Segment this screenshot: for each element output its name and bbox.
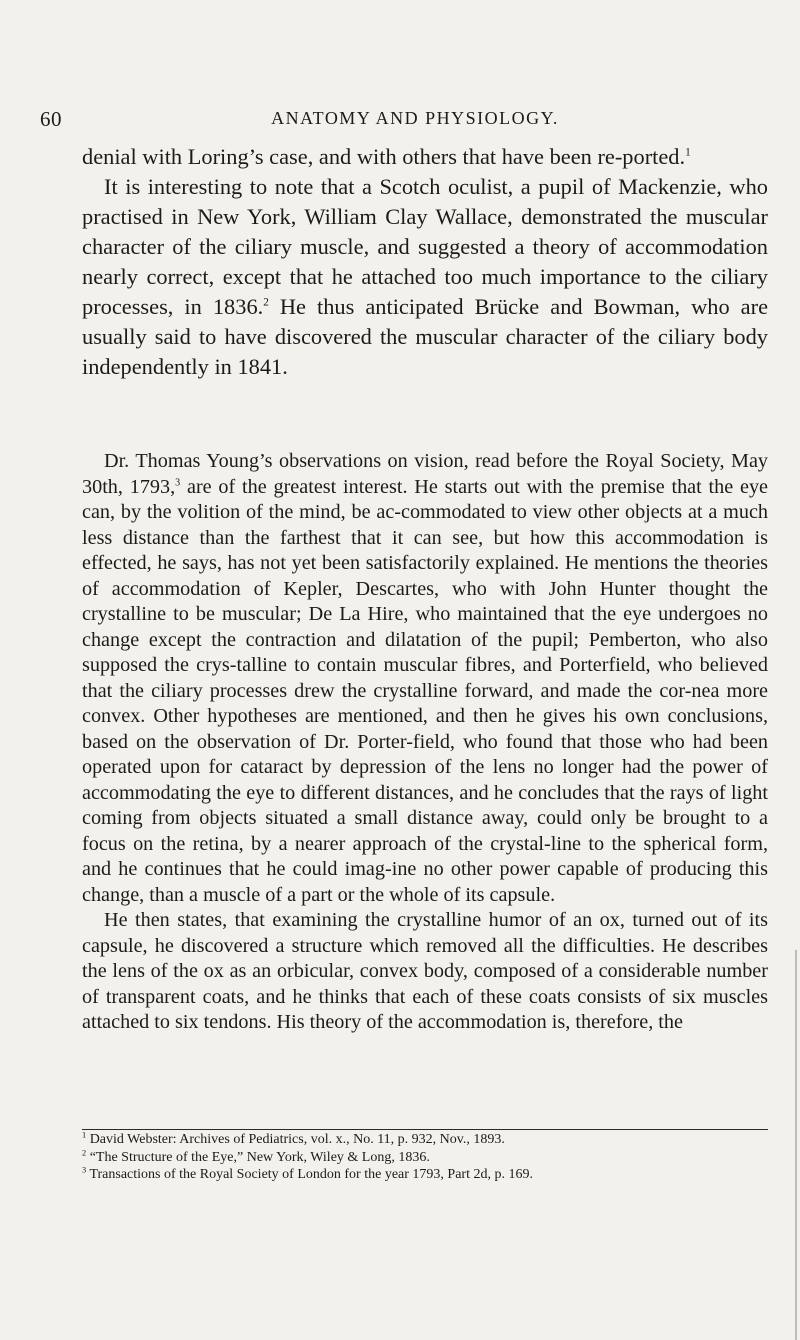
paragraph: He then states, that examining the crystalline humor of an ox, turned out of its capsule, he discovered a structure which removed all the difficulties. He describes the lens of the ox as an orbicular, convex body, composed of a considerable number of transparent coats, and he thinks that each of these coats consists of six muscles attached to six tendons. His theory of the accommodation is, therefore, the: [82, 909, 768, 1033]
paragraph: Dr. Thomas Young’s observations on vision, read before the Royal Society, May 30th, 1793,$^3$ are of the greatest interest. He starts out with the premise that the eye can, by the volition of the mind, be ac-commodated to view other objects at a much less distance than the farthest that it can see, but how this accommodation is effected, he says, has not yet been satisfactorily explained. He mentions the theories of accommodation of Kepler, Descartes, who with John Hunter thought the crystalline to be muscular; De La Hire, who maintained that the eye undergoes no change except the contraction and dilatation of the pupil; Pemberton, who also supposed the crys-talline to contain muscular fibres, and Porterfield, who believed that the ciliary processes drew the crystalline forward, and made the cor-nea more convex. Other hypotheses are mentioned, and then he gives his own conclusions, based on the observation of Dr. Porter-field, who found that those who had been operated upon for cataract by depression of the lens no longer had the power of accommodating the eye to different distances, and he concludes that the rays of light coming from objects situated a small distance away, could only be brought to a focus on the retina, by a nearer approach of the crystal-line to the spherical form, and he continues that he could imag-ine no other power capable of producing this change, than a muscle of a part or the whole of its capsule.: [82, 450, 768, 906]
footnote-ref: 1: [685, 146, 691, 159]
footnote-ref: 2: [263, 296, 269, 309]
footnote: $^2$ “The Structure of the Eye,” New York, Wiley & Long, 1836.: [82, 1147, 430, 1165]
text-block-top: [82, 142, 768, 382]
text-block-main: [82, 449, 768, 1036]
page-number: 60: [40, 107, 62, 131]
page-edge-shadow: [795, 950, 797, 1340]
footnote: $^1$ David Webster: Archives of Pediatrics, vol. x., No. 11, p. 932, Nov., 1893.: [82, 1130, 505, 1147]
paragraph: It is interesting to note that a Scotch oculist, a pupil of Mackenzie, who practised in New York, William Clay Wallace, demonstrated the muscular character of the ciliary muscle, and suggested a theory of accommodation nearly correct, except that he attached too much importance to the ciliary processes, in 1836.$^2$ He thus anticipated Brücke and Bowman, who are usually said to have discovered the muscular character of the ciliary body independently in 1841.: [82, 174, 769, 379]
running-title: [0, 108, 800, 129]
footnote-ref: 3: [175, 476, 181, 488]
running-title-text: ANATOMY AND PHYSIOLOGY.: [271, 108, 559, 128]
footnote: $^3$ Transactions of the Royal Society of London for the year 1793, Part 2d, p. 169.: [82, 1165, 533, 1182]
footnote-divider: [82, 1129, 768, 1130]
paragraph: denial with Loring’s case, and with others that have been re-ported.$^1$: [82, 144, 691, 169]
footnotes: [82, 1131, 782, 1184]
